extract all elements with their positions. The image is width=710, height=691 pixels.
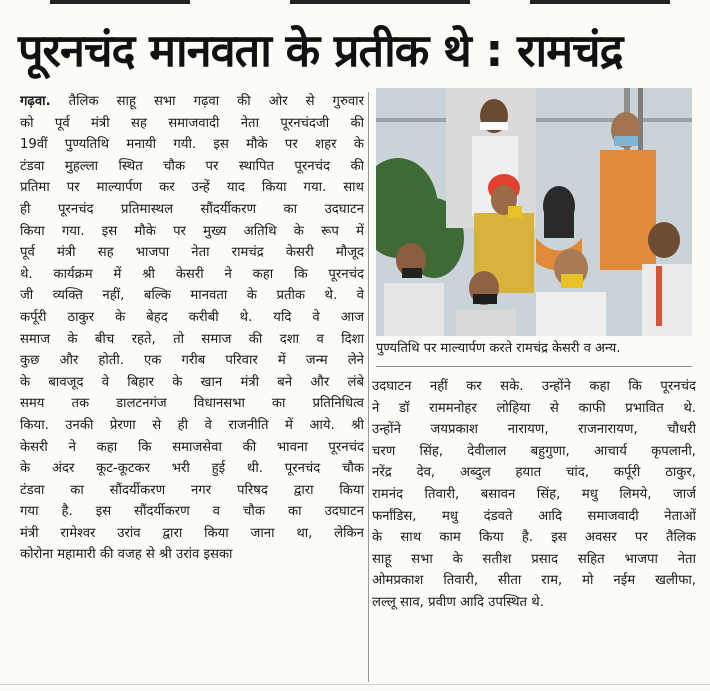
right-line: ओमप्रकाश तिवारी, सीता राम, मो नईम खलीफा, [372, 573, 696, 589]
right-line: फर्नांडिस, मधु दंडवते आदि समाजवादी नेताओं [372, 508, 696, 524]
photo-caption: पुण्यतिथि पर माल्यार्पण करते रामचंद्र केसरी व अन्य. [376, 341, 621, 356]
left-line: कुछ और होती. एक गरीब परिवार में जन्म लेने [20, 353, 364, 369]
left-line: कोरोना महामारी की वजह से श्री उरांव इसका [20, 547, 233, 563]
left-line: थे. कार्यक्रम में श्री केसरी ने कहा कि पूरनचंद [20, 266, 364, 282]
right-line: के साथ काम किया है. इस अवसर पर तैलिक [372, 530, 696, 546]
right-line: चरण सिंह, देवीलाल बहुगुणा, आचार्य कृपलानी, [372, 443, 696, 459]
bottom-rule [0, 684, 710, 685]
left-line: किया गया. इस मौके पर मुख्य अतिथि के रूप में [20, 223, 364, 239]
right-line: लल्लू साव, प्रवीण आदि उपस्थित थे. [372, 594, 544, 610]
left-line: टंडवा मुहल्ला स्थित चौक पर स्थापित पूरनचंद की [20, 158, 364, 174]
article-text: तैलिक साहू सभा गढ़वा की ओर से गुरुवार [50, 94, 364, 109]
headline: पूरनचंद मानवता के प्रतीक थे : रामचंद्र [18, 24, 623, 77]
left-line: समय तक डालटनगंज विधानसभा का प्रतिनिधित्व [20, 396, 364, 412]
photo-illustration [376, 88, 692, 336]
column-divider [368, 92, 369, 682]
left-line: प्रतिमा पर माल्यार्पण कर उन्हें याद किया गया. साथ [20, 180, 364, 196]
left-line: 19वीं पुण्यतिथि मनायी गयी. इस मौके पर शहर के [20, 137, 364, 153]
right-line: उन्होंने जयप्रकाश नारायण, राजनारायण, चौधरी [372, 422, 696, 438]
left-line: केसरी ने कहा कि समाजसेवा की भावना पूरनचंद [20, 439, 364, 455]
caption-rule [376, 366, 692, 367]
left-line: गया है. इस सौंदर्यीकरण व चौक का उदघाटन [20, 504, 364, 520]
left-line: जी व्यक्ति नहीं, बल्कि मानवता के प्रतीक थे. वे [20, 288, 364, 304]
right-line: ने डॉ राममनोहर लोहिया से काफी प्रभावित थे. [372, 400, 696, 416]
left-line: टंडवा का सौंदर्यीकरण नगर परिषद द्वारा किया [20, 482, 364, 498]
left-line: के बावजूद वे बिहार के खान मंत्री बने और लंबे [20, 374, 364, 390]
article-column-right [372, 376, 696, 676]
left-line: ही पूरनचंद प्रतिमास्थल सौंदर्यीकरण का उदघाटन [20, 201, 364, 217]
right-line: नरेंद्र देव, अब्दुल हयात चांद, कर्पूरी ठाकुर, [372, 465, 696, 481]
left-line: पूर्व मंत्री सह भाजपा नेता रामचंद्र केसरी मौजूद [20, 245, 364, 261]
left-line [20, 91, 364, 113]
left-line: कर्पूरी ठाकुर के बेहद करीबी थे. यदि वे आज [20, 309, 364, 325]
left-line: किया. उनकी प्रेरणा से ही वे राजनीति में आये. श्री [20, 417, 364, 433]
left-line: मंत्री रामेश्वर उरांव द्वारा किया जाना था, लेकिन [20, 525, 364, 541]
right-line: साहू सभा के सतीश प्रसाद सहित भाजपा नेता [372, 551, 696, 567]
article-column-left [20, 91, 364, 683]
top-rule [30, 0, 680, 8]
news-photo [376, 88, 692, 336]
left-line: के अंदर कूट-कूटकर भरी हुई थी. पूरनचंद चौक [20, 461, 364, 477]
left-line: को पूर्व मंत्री सह समाजवादी नेता पूरनचंदजी की [20, 115, 364, 131]
left-line: समाज के बीच रहते, तो समाज की दशा व दिशा [20, 331, 364, 347]
dateline: गढ़वा. [20, 94, 51, 109]
right-line: उदघाटन नहीं कर सके. उन्होंने कहा कि पूरनचंद [372, 379, 696, 394]
right-line: रामनंद तिवारी, बसावन सिंह, मधु लिमये, जार्ज [372, 486, 696, 502]
